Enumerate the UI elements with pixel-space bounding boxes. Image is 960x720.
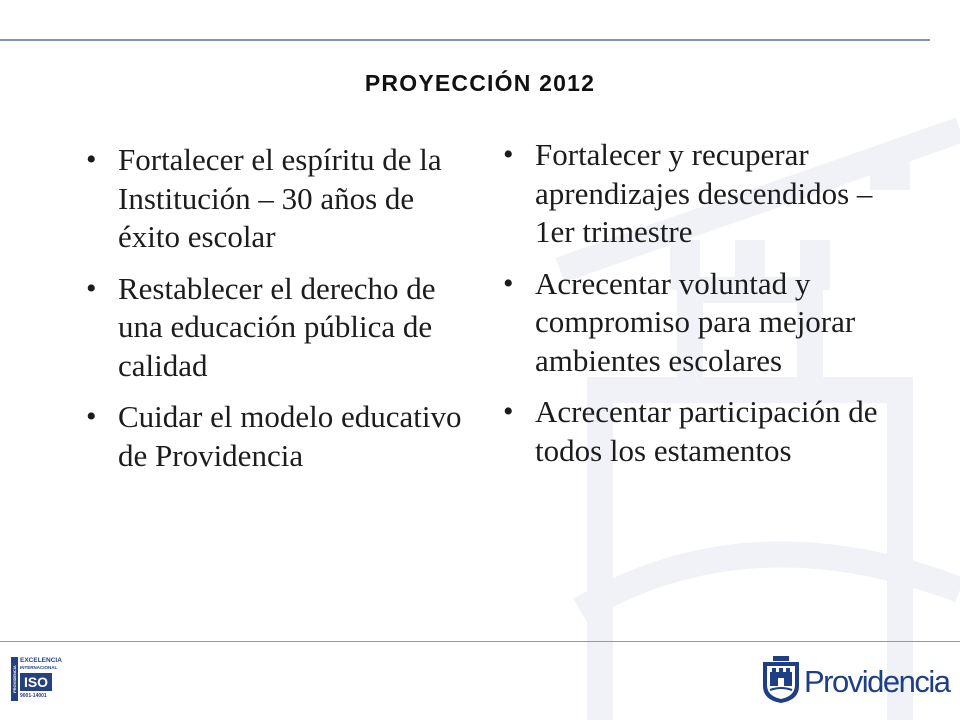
slide-title: PROYECCIÓN 2012 xyxy=(364,70,596,96)
top-rule xyxy=(0,39,930,41)
iso-top-text: EXCELENCIA xyxy=(20,657,62,664)
left-bullet-list xyxy=(86,141,466,488)
list-item: • Restablecer el derecho de una educación pública de calidad xyxy=(86,270,466,386)
list-item: • Acrecentar voluntad y compromiso para mejorar ambientes escolares xyxy=(503,265,903,381)
list-item: • Cuidar el modelo educativo de Providencia xyxy=(86,398,466,475)
right-bullet-list xyxy=(503,136,903,483)
crest-icon xyxy=(761,656,801,704)
list-item: • Fortalecer y recuperar aprendizajes descendidos – 1er trimestre xyxy=(503,136,903,252)
list-item: • Acrecentar participación de todos los estamentos xyxy=(503,393,903,470)
iso-certification-logo xyxy=(11,657,62,701)
brand-name: Providencia xyxy=(804,664,950,699)
list-item: • Fortalecer el espíritu de la Institución – 30 años de éxito escolar xyxy=(86,141,466,257)
iso-label: ISO xyxy=(20,673,52,691)
iso-standards: 9001-14001 xyxy=(20,693,47,699)
bottom-rule xyxy=(0,641,960,642)
providencia-logo xyxy=(761,654,950,708)
iso-sub-text: INTERNACIONAL xyxy=(20,665,58,670)
iso-side-text: PROVIDENCIA xyxy=(11,657,18,701)
